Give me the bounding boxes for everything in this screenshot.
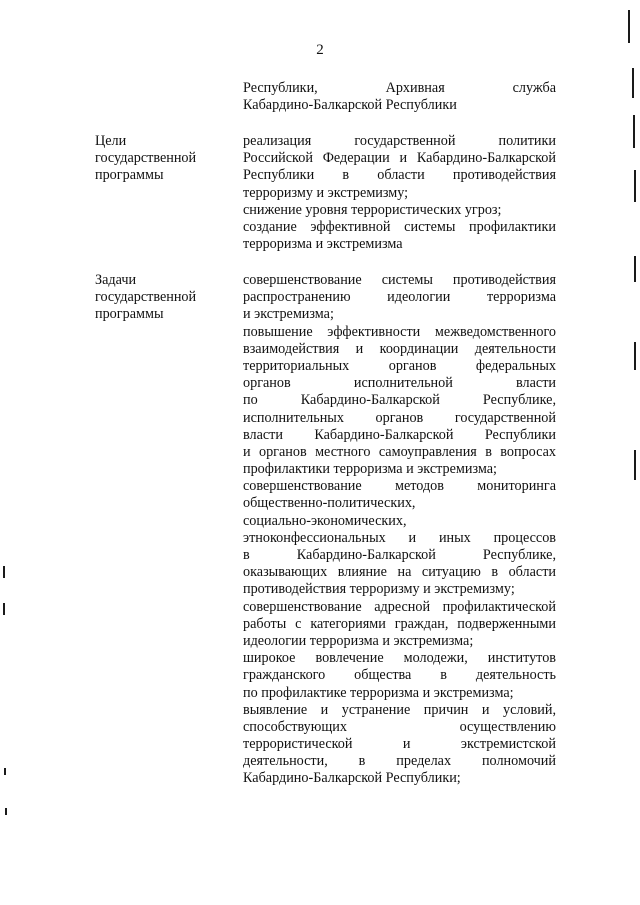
text-line: по профилактике терроризма и экстремизма; — [243, 684, 514, 701]
scan-mark — [5, 808, 7, 815]
text-line: идеологии терроризма и экстремизма; — [243, 632, 474, 649]
text-line: по Кабардино-Балкарской Республике, — [243, 392, 556, 409]
goals-text — [243, 133, 556, 253]
scan-mark — [634, 170, 636, 202]
text-line: общественно-политических, — [243, 495, 416, 512]
tasks-text — [243, 272, 556, 788]
label-line: программы — [95, 167, 164, 184]
text-line: реализация государственной политики — [243, 133, 556, 149]
scan-mark — [634, 342, 636, 370]
text-line: выявление и устранение причин и условий, — [243, 701, 556, 718]
text-line: и экстремизма; — [243, 306, 334, 323]
text-line: территориальных органов федеральных — [243, 357, 556, 374]
text-line: работы с категориями граждан, подверженными — [243, 615, 556, 632]
scan-mark — [3, 603, 5, 615]
scan-mark — [632, 68, 634, 98]
text-line: профилактики терроризма и экстремизма; — [243, 461, 497, 478]
text-line: и органов местного самоуправления в вопросах — [243, 443, 556, 460]
text-line: широкое вовлечение молодежи, институтов — [243, 650, 556, 667]
text-line: повышение эффективности межведомственного — [243, 323, 556, 340]
scan-mark — [3, 566, 5, 578]
text-line: социально-экономических, — [243, 512, 407, 529]
label-line: Задачи — [95, 272, 137, 288]
goals-label — [95, 133, 235, 185]
text-line: снижение уровня террористических угроз; — [243, 201, 502, 218]
text-line: органов исполнительной власти — [243, 375, 556, 392]
text-line: деятельности, в пределах полномочий — [243, 753, 556, 770]
label-line: государственной — [95, 150, 197, 167]
text-line: Республики в области противодействия — [243, 167, 556, 184]
scan-mark — [634, 256, 636, 282]
text-line: Республики, Архивная служба — [243, 80, 556, 96]
page-number: 2 — [316, 42, 324, 58]
scan-mark — [634, 450, 636, 480]
text-line: совершенствование системы противодействия — [243, 272, 556, 288]
tasks-label — [95, 272, 235, 324]
text-line: терроризма и экстремизма — [243, 236, 403, 253]
text-line: власти Кабардино-Балкарской Республики — [243, 426, 556, 443]
text-line: оказывающих влияние на ситуацию в области — [243, 564, 556, 581]
text-line: в Кабардино-Балкарской Республике, — [243, 547, 556, 563]
text-line: противодействия терроризму и экстремизму; — [243, 581, 515, 598]
text-line: исполнительных органов государственной — [243, 409, 556, 426]
text-line: взаимодействия и координации деятельности — [243, 340, 556, 357]
continuation-text — [243, 80, 556, 114]
text-line: Кабардино-Балкарской Республики — [243, 97, 457, 114]
text-line: создание эффективной системы профилактики — [243, 218, 556, 235]
label-line: программы — [95, 306, 164, 323]
text-line: Российской Федерации и Кабардино-Балкарской — [243, 150, 556, 167]
text-line: гражданского общества в деятельность — [243, 667, 556, 684]
text-line: совершенствование методов мониторинга — [243, 478, 556, 495]
text-line: террористической и экстремистской — [243, 736, 556, 753]
text-line: терроризму и экстремизму; — [243, 184, 409, 201]
text-line: Кабардино-Балкарской Республики; — [243, 770, 461, 787]
label-line: Цели — [95, 133, 127, 149]
text-line: способствующих осуществлению — [243, 718, 556, 735]
text-line: этноконфессиональных и иных процессов — [243, 529, 556, 546]
scan-mark — [633, 115, 635, 148]
label-line: государственной — [95, 289, 197, 306]
text-line: распространению идеологии терроризма — [243, 289, 556, 306]
text-line: совершенствование адресной профилактической — [243, 598, 556, 615]
scan-mark — [628, 10, 630, 43]
scan-mark — [4, 768, 6, 775]
